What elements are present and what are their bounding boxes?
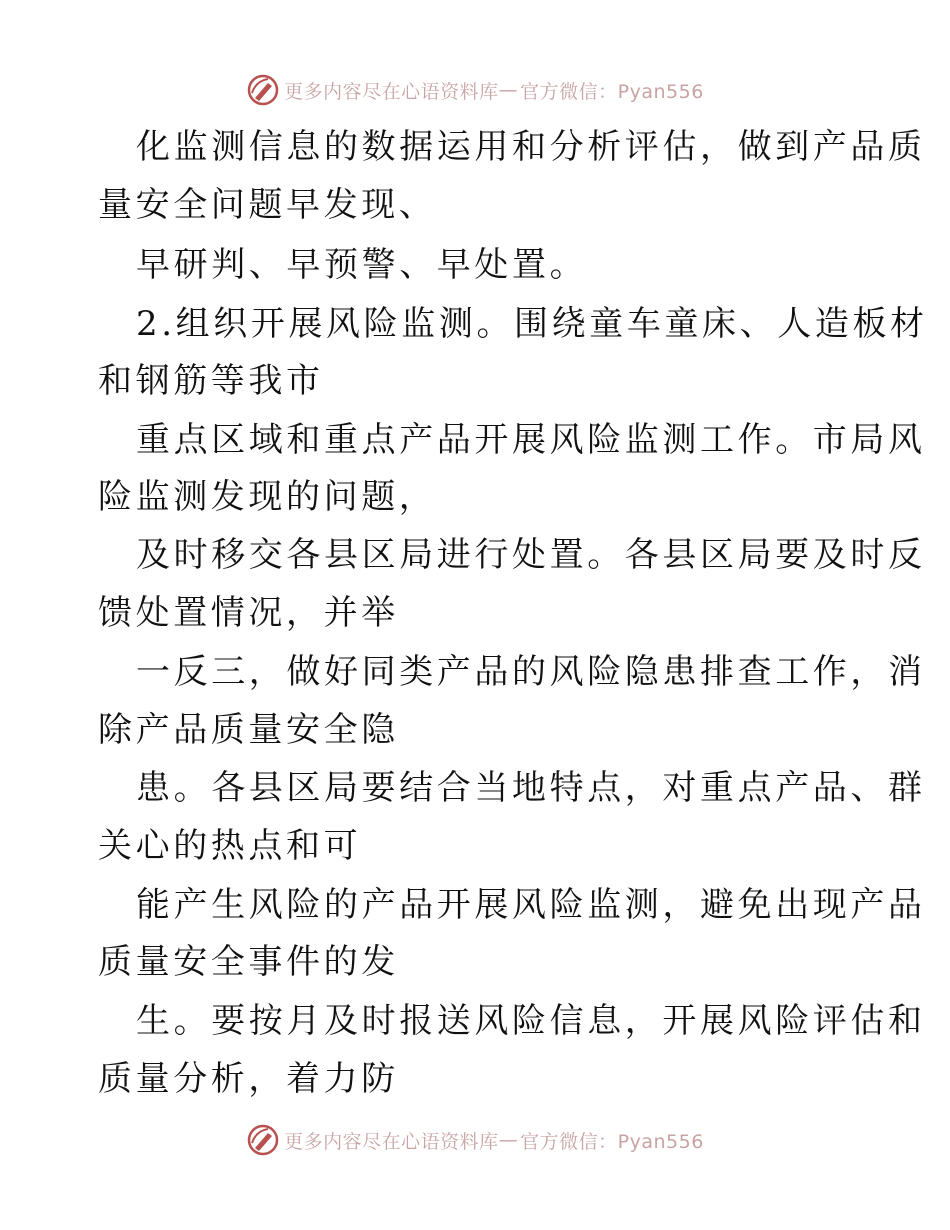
paragraph-line: 质量分析，着力防 xyxy=(98,1059,399,1099)
watermark-text: 更多内容尽在心语资料库 xyxy=(284,80,499,103)
paragraph-line: 一反三，做好同类产品的风险隐患排查工作，消 xyxy=(136,652,926,692)
paragraph-line: 量安全问题早发现、 xyxy=(98,185,437,225)
footer-watermark xyxy=(0,1120,950,1160)
pen-logo-icon xyxy=(246,73,280,107)
paragraph-line: 2.组织开展风险监测。围绕童车童床、人造板材 xyxy=(136,304,928,344)
watermark-contact: 官方微信：Pyan556 xyxy=(520,80,704,103)
pen-logo-icon xyxy=(246,1123,280,1157)
paragraph-line: 患。各县区局要结合当地特点，对重点产品、群 xyxy=(136,768,926,808)
paragraph-line: 早研判、早预警、早处置。 xyxy=(136,245,588,285)
paragraph-line: 和钢筋等我市 xyxy=(98,361,324,401)
header-watermark xyxy=(0,70,950,110)
watermark-dash: — xyxy=(498,79,519,101)
watermark-dash: — xyxy=(498,1129,519,1151)
watermark-text: 更多内容尽在心语资料库 xyxy=(284,1130,499,1153)
paragraph-line: 除产品质量安全隐 xyxy=(98,710,399,750)
paragraph-line: 险监测发现的问题， xyxy=(98,477,437,517)
paragraph-line: 生。要按月及时报送风险信息，开展风险评估和 xyxy=(136,1001,926,1041)
paragraph-line: 馈处置情况，并举 xyxy=(98,593,399,633)
paragraph-line: 化监测信息的数据运用和分析评估，做到产品质 xyxy=(136,127,926,167)
paragraph-line: 及时移交各县区局进行处置。各县区局要及时反 xyxy=(136,535,926,575)
paragraph-line: 质量安全事件的发 xyxy=(98,942,399,982)
paragraph-line: 能产生风险的产品开展风险监测，避免出现产品 xyxy=(136,885,926,925)
paragraph-line: 关心的热点和可 xyxy=(98,826,362,866)
paragraph-line: 重点区域和重点产品开展风险监测工作。市局风 xyxy=(136,420,926,460)
watermark-contact: 官方微信：Pyan556 xyxy=(520,1130,704,1153)
